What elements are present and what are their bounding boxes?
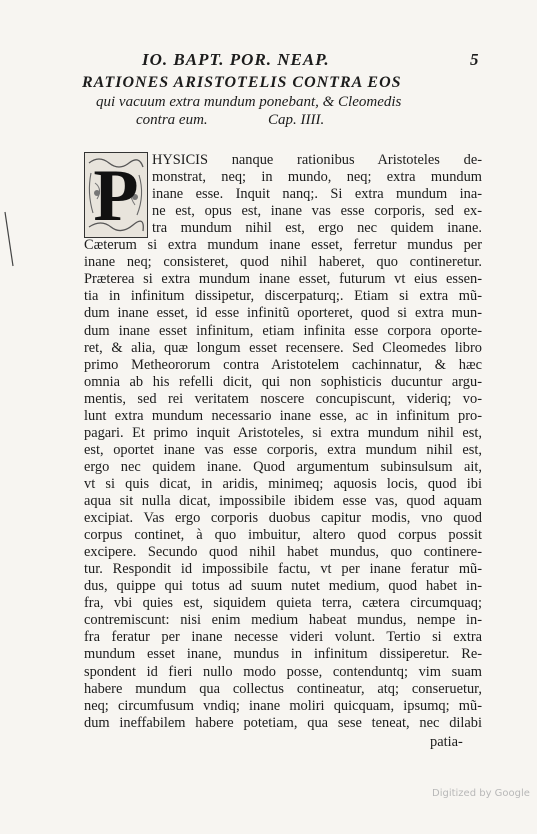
text-line: fra feratur per inane necesse videri volunt. Tertio si extra (84, 629, 482, 646)
decorated-initial (84, 152, 148, 238)
chapter-subtitle-line2: contra eum. (136, 112, 208, 128)
text-line: pagari. Et primo inquit Aristoteles, si extra mundum nihil est, (84, 424, 482, 441)
page-number: 5 (470, 50, 479, 69)
text-line: dum ineffabilem habere potetiam, qua sese teneat, nec dilabi (84, 714, 482, 731)
text-line: neq; circumfusum vndiq; inane moliri quicquam, ipsumq; mũ- (84, 697, 482, 714)
chapter-title: RATIONES ARISTOTELIS CONTRA EOS (82, 74, 402, 91)
text-line: spondent id fieri nullo modo posse, contenduntq; vim suam (84, 663, 482, 680)
catchword: patia- (430, 734, 463, 750)
text-line: mentis, sed rei veritatem noscere concupiscunt, videriq; vo- (84, 390, 482, 407)
text-line: inane neq; consisteret, quod nihil haberet, quo contineretur. (84, 254, 482, 271)
text-line: HYSICIS nanque rationibus Aristoteles de- (152, 152, 482, 168)
text-line: Cæterum si extra mundum inane esset, ferretur mundus per (84, 237, 482, 254)
text-line: vt si quis dicat, in aridis, minimeq; aquosis locis, quod ibi (84, 475, 482, 492)
running-head: IO. BAPT. POR. NEAP. (142, 50, 330, 69)
text-line: mundum esset inane, mundus in infinitum dissiperetur. Re- (84, 646, 482, 663)
text-line: tia in infinitum dissipetur, discerpaturq;. Etiam si extra mũ- (84, 288, 482, 305)
text-line: corpus continet, à quo imbuitur, altero quod corpus possit (84, 527, 482, 544)
text-line: ret, & alia, quæ longum esset recensere. Sed Cleomedes libro (84, 339, 482, 356)
text-line: excipere. Secundo quod nihil habet mundus, quo continere- (84, 544, 482, 561)
text-line: habere mundum qua collectus contineatur, atq; conseruetur, (84, 680, 482, 697)
text-line: Præterea si extra mundum inane esset, futurum vt eius essen- (84, 271, 482, 288)
text-line: monstrat, neq; in mundo, neq; extra mundum (152, 169, 482, 186)
text-line: dum inane esset, id esse infinitũ oporteret, quod si extra mun- (84, 305, 482, 322)
text-line: lunt extra mundum necessario inane esse, ac in infinitum pro- (84, 407, 482, 424)
text-line: excipiat. Vas ergo corporis duobus capitur modis, vno quod (84, 510, 482, 527)
text-line: dum inane esset infinitum, etiam infinita esse corpora oporte- (84, 322, 482, 339)
text-line: dus, quippe qui totus ad suum nutet medium, quod habet in- (84, 578, 482, 595)
text-line: tur. Respondit id impossibile factu, vt per inane feratur mũ- (84, 561, 482, 578)
text-line: contremiscunt: nisi enim medium habeat mundus, nempe in- (84, 612, 482, 629)
text-line: inane esse. Inquit nanq;. Si extra mundum ina- (152, 186, 482, 203)
text-line: omnia ab his refelli dicit, qui non sophisticis ducuntur argu- (84, 373, 482, 390)
watermark: Digitized by Google (432, 788, 530, 799)
initial-letter: P (93, 155, 139, 237)
text-line: est, oportet inane vas esse corporis, extra mundum nihil est, (84, 441, 482, 458)
text-line: ne est, opus est, inane vas esse corporis, sed ex- (152, 203, 482, 220)
chapter-subtitle-line1: qui vacuum extra mundum ponebant, & Cleomedis (96, 94, 402, 110)
text-line: aqua sit nulla dicat, impossibile ibidem esse vas, quod aquam (84, 493, 482, 509)
chapter-number: Cap. IIII. (268, 112, 325, 128)
text-line: primo Metheororum contra Aristotelem cachinnatur, & hæc (84, 356, 482, 373)
text-line: tra mundum nihil est, ergo nec quidem inane. (152, 220, 482, 237)
text-line: ergo nec quidem inane. Quod argumentum subinsulsum ait, (84, 458, 482, 475)
margin-ink-mark (3, 210, 17, 270)
text-line: fra, vbi quies est, siquidem quieta terra, cætera circumquaq; (84, 595, 482, 612)
